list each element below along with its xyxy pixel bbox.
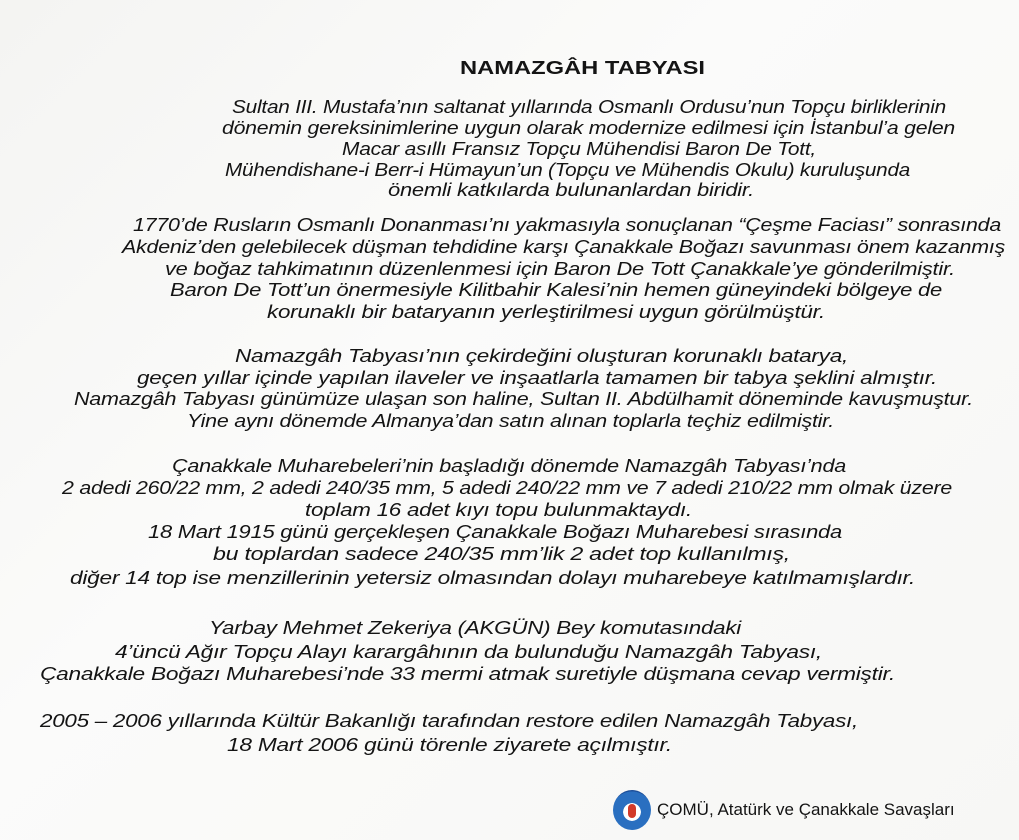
- text-line: geçen yıllar içinde yapılan ilaveler ve inşaatlarla tamamen bir tabya şeklini almıştır.: [137, 368, 937, 388]
- text-line: Akdeniz’den gelebilecek düşman tehdidine karşı Çanakkale Boğazı savunması önem kazanmış: [122, 237, 1005, 257]
- text-line: Sultan III. Mustafa’nın saltanat yıllarında Osmanlı Ordusu’nun Topçu birliklerinin: [232, 97, 946, 117]
- text-line: 4’üncü Ağır Topçu Alayı karargâhının da bulunduğu Namazgâh Tabyası,: [115, 642, 822, 662]
- text-line: Namazgâh Tabyası’nın çekirdeğini oluşturan korunaklı batarya,: [235, 346, 848, 366]
- text-line: Çanakkale Muharebeleri’nin başladığı dönemde Namazgâh Tabyası’nda: [172, 456, 846, 476]
- text-line: 2005 – 2006 yıllarında Kültür Bakanlığı tarafından restore edilen Namazgâh Tabyası,: [40, 711, 858, 731]
- text-line: Baron De Tott’un önermesiyle Kilitbahir Kalesi’nin hemen güneyindeki bölgeye de: [170, 280, 942, 300]
- text-line: Çanakkale Boğazı Muharebesi’nde 33 mermi atmak suretiyle düşmana cevap vermiştir.: [40, 664, 895, 684]
- text-line: Namazgâh Tabyası günümüze ulaşan son haline, Sultan II. Abdülhamit döneminde kavuşmuştur.: [74, 389, 973, 409]
- text-line: korunaklı bir bataryanın yerleştirilmesi uygun görülmüştür.: [267, 302, 825, 322]
- text-line: ve boğaz tahkimatının düzenlenmesi için Baron De Tott Çanakkale’ye gönderilmiştir.: [165, 259, 955, 279]
- text-line: 18 Mart 2006 günü törenle ziyarete açılmıştır.: [227, 735, 672, 755]
- text-line: bu toplardan sadece 240/35 mm’lik 2 adet top kullanılmış,: [213, 544, 790, 564]
- page-title: NAMAZGÂH TABYASI: [460, 58, 705, 78]
- text-line: 1770’de Rusların Osmanlı Donanması’nı yakmasıyla sonuçlanan “Çeşme Faciası” sonrasında: [133, 215, 1001, 235]
- text-line: Mühendishane-i Berr-i Hümayun’un (Topçu ve Mühendis Okulu) kuruluşunda: [225, 160, 910, 180]
- text-line: toplam 16 adet kıyı topu bulunmaktaydı.: [305, 500, 692, 520]
- text-line: 2 adedi 260/22 mm, 2 adedi 240/35 mm, 5 adedi 240/22 mm ve 7 adedi 210/22 mm olmak üzere: [62, 478, 952, 498]
- footer-credit: ÇOMÜ, Atatürk ve Çanakkale Savaşları: [657, 800, 955, 819]
- text-line: diğer 14 top ise menzillerinin yetersiz olmasından dolayı muharebeye katılmamışlardır.: [70, 568, 915, 588]
- text-line: önemli katkılarda bulunanlardan biridir.: [388, 180, 754, 200]
- comu-logo-icon: [613, 790, 651, 830]
- text-line: 18 Mart 1915 günü gerçekleşen Çanakkale Boğazı Muharebesi sırasında: [148, 522, 842, 542]
- text-line: Yarbay Mehmet Zekeriya (AKGÜN) Bey komutasındaki: [209, 618, 741, 638]
- text-line: dönemin gereksinimlerine uygun olarak modernize edilmesi için İstanbul’a gelen: [222, 118, 955, 138]
- text-line: Yine aynı dönemde Almanya’dan satın alınan toplarla teçhiz edilmiştir.: [187, 411, 834, 431]
- text-line: Macar asıllı Fransız Topçu Mühendisi Baron De Tott,: [342, 139, 816, 159]
